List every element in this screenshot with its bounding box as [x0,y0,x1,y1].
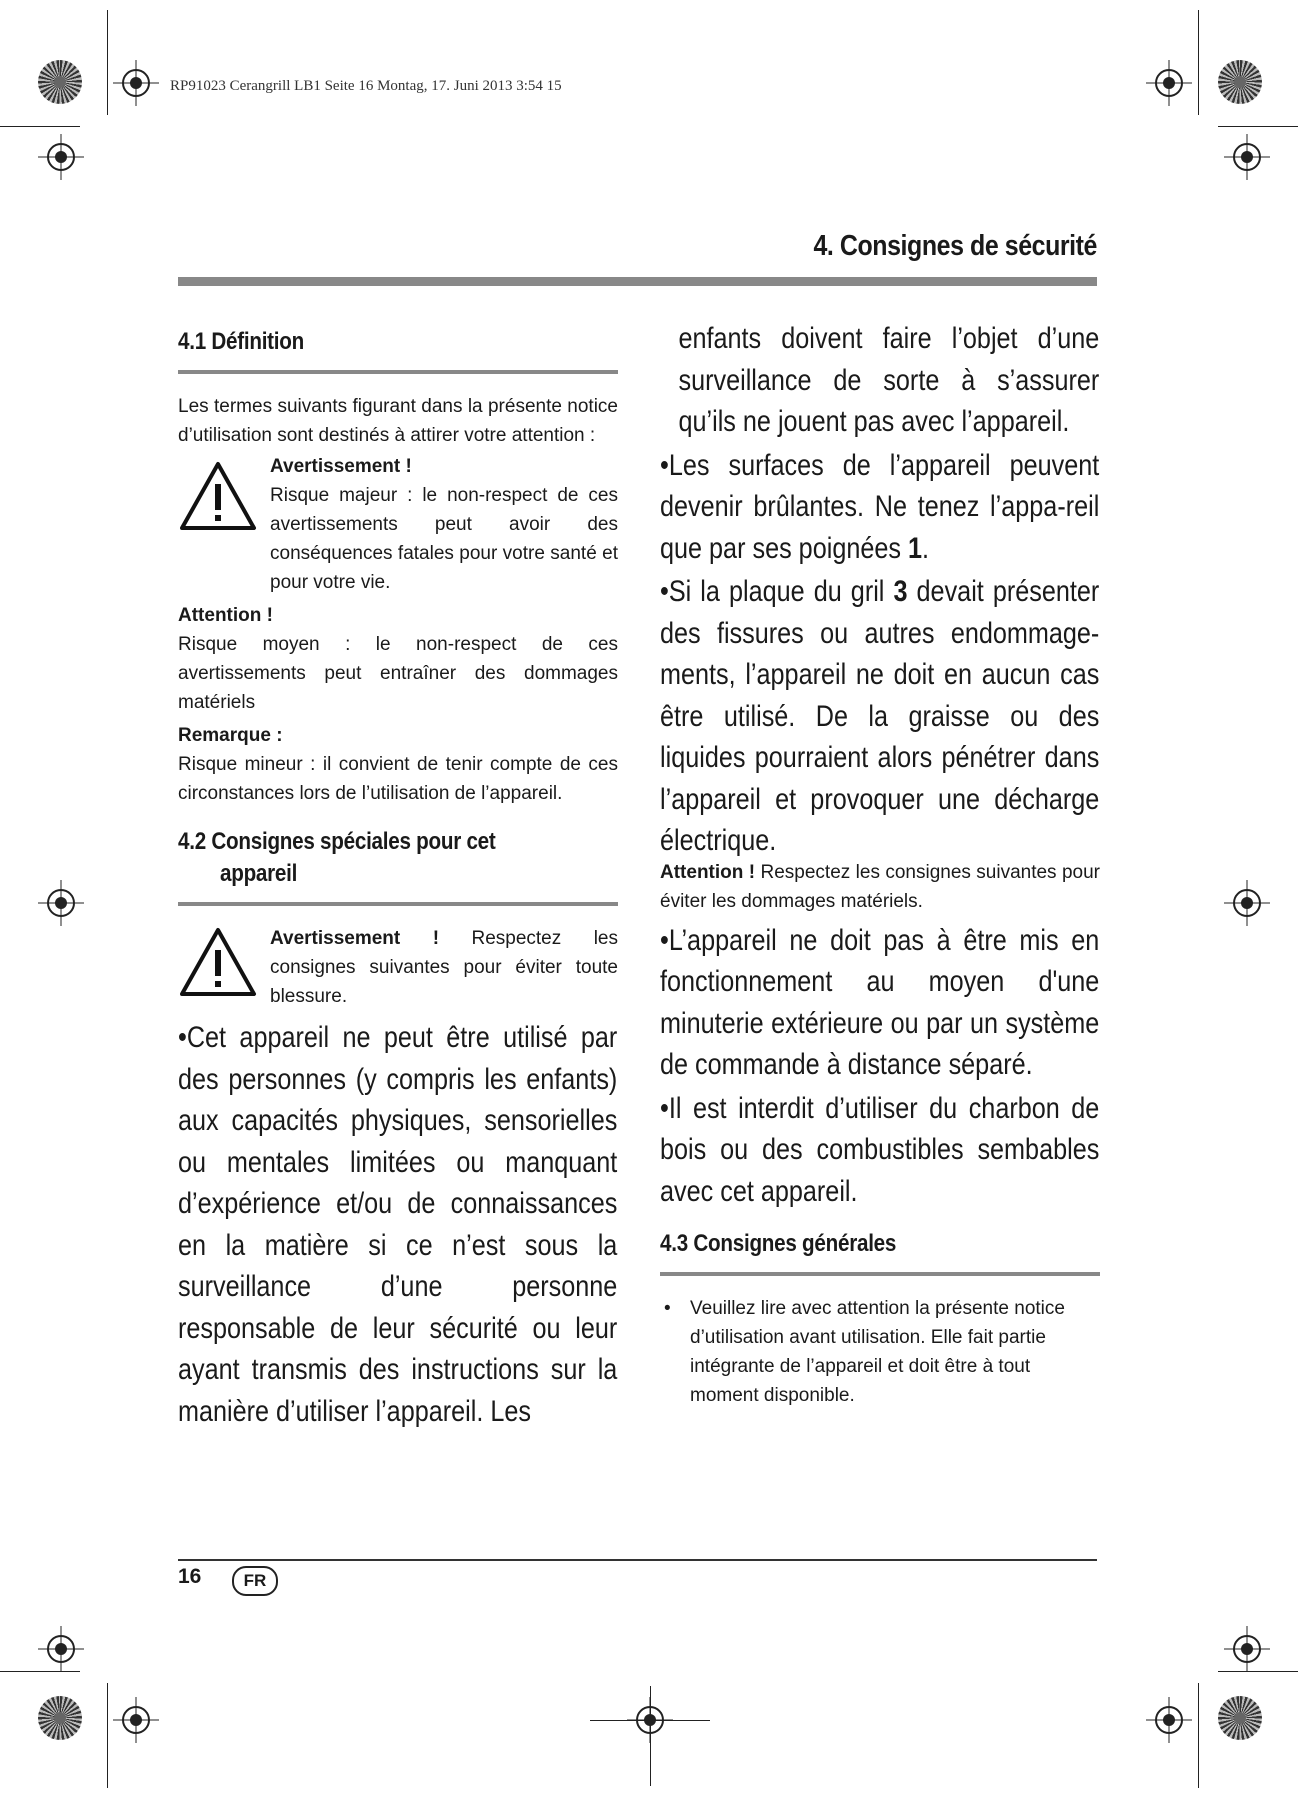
left-column [178,318,618,1432]
list-item [660,1088,1099,1213]
section-rule [178,902,618,906]
attention-label: Attention ! [178,605,273,626]
definition-intro: Les termes suivants figurant dans la présente notice d’utilisation sont destinés à attirer votre attention : [178,396,618,446]
part-reference: 3 [893,575,908,608]
color-rosette-icon [1218,60,1262,104]
attention-label: Attention ! [660,861,756,883]
bullet-icon: • [178,1021,187,1054]
bullet-icon: • [660,923,669,957]
language-badge: FR [232,1566,278,1596]
right-column [660,318,1100,1410]
crop-mark [0,126,80,127]
warning-special [178,924,618,1011]
section-heading-line: appareil [220,860,298,887]
registration-mark-icon [38,1626,84,1672]
footer-rule [178,1559,1097,1561]
warning-label: Avertissement ! [270,928,440,949]
registration-mark-icon [1146,1697,1192,1743]
bullet-continuation: enfants doivent faire l’objet d’une surveillance de sorte à s’assurer qu’ils ne jouent pas avec l’appareil. [678,322,1100,438]
crop-mark [1198,10,1199,115]
crop-mark [107,1683,108,1788]
warning-text [270,924,618,1011]
section-heading-4-3: 4.3 Consignes générales [660,1230,897,1257]
crop-mark [1198,1683,1199,1788]
attention-note [660,858,1100,916]
registration-mark-icon [1224,880,1270,926]
registration-mark-icon [38,880,84,926]
remark-label: Remarque : [178,725,283,746]
bullet-body: Cet appareil ne peut être utilisé par des personnes (y compris les enfants) aux capacités physiques, sensorielles ou mentales limitées ou manquant d’expérience et/ou de connaissances en la matière si ce n’est sous la surveillance d’une personne responsable de leur sécurité ou leur ayant transmis des instructions sur la manière d’utiliser l’appareil. Les [178,1021,618,1428]
crop-mark [650,1686,651,1786]
section-heading-line: 4.2 Consignes spéciales pour cet [178,828,496,855]
bullet-body: Il est interdit d’utiliser du charbon de bois ou des combustibles sembables avec cet appareil. [660,1091,1100,1208]
list-item [660,445,1099,570]
bullet-body: Si la plaque du gril [668,575,894,608]
warning-definition [178,452,618,597]
list-item [178,1017,618,1432]
registration-mark-icon [1224,1626,1270,1672]
list-item [660,571,1099,862]
bullet-body: devait présenter des fissures ou autres endommage-ments, l’appareil ne doit en aucun cas être utilisé. De la graisse ou des liquides pourraient alors pénétrer dans l’appareil et provoquer une décharge électrique. [660,575,1100,857]
registration-mark-icon [1224,134,1270,180]
registration-mark-icon [38,134,84,180]
warning-label: Avertissement ! [270,456,412,477]
list-item [660,1294,1100,1410]
page-title: 4. Consignes de sécurité [813,230,1097,262]
crop-mark [1218,126,1298,127]
registration-mark-icon [113,60,159,106]
bullet-body: Veuillez lire avec attention la présente notice d’utilisation avant utilisation. Elle fait partie intégrante de l’appareil et doit être à tout moment disponible. [690,1298,1065,1406]
print-slug: RP91023 Cerangrill LB1 Seite 16 Montag, 17. Juni 2013 3:54 15 [170,78,562,94]
color-rosette-icon [38,60,82,104]
title-rule [178,277,1097,286]
registration-mark-icon [113,1697,159,1743]
page-number: 16 [178,1565,202,1588]
section-heading-4-2 [178,828,618,888]
color-rosette-icon [38,1696,82,1740]
part-reference: 1 [907,531,923,565]
attention-body: Respectez les consignes suivantes pour éviter les dommages matériels. [660,861,1100,912]
section-rule [178,370,618,374]
list-item [660,920,1099,1086]
bullet-icon: • [660,1091,669,1125]
remark-text: Risque mineur : il convient de tenir compte de ces circonstances lors de l’utilisation de l’appareil. [178,754,618,804]
registration-mark-icon [1146,60,1192,106]
section-rule [660,1272,1100,1276]
crop-mark [107,10,108,115]
bullet-body: L’appareil ne doit pas à être mis en fonctionnement au moyen d'une minuterie extérieure ou par un système de commande à distance séparé. [660,923,1100,1081]
attention-text: Risque moyen : le non-respect de ces avertissements peut entraîner des dommages matériels [178,634,618,713]
color-rosette-icon [1218,1696,1262,1740]
warning-text: Risque majeur : le non-respect de ces avertissements peut avoir des conséquences fatales pour votre santé et pour votre vie. [270,485,618,593]
bullet-text [178,1017,617,1432]
bullet-body: Les surfaces de l’appareil peuvent devenir brûlantes. Ne tenez l’appa-reil que par ses poignées [660,448,1100,565]
bullet-icon: • [660,575,669,608]
warning-body: Respectez les consignes suivantes pour éviter toute blessure. [270,928,618,1007]
warning-triangle-icon [178,926,258,998]
section-heading-4-1: 4.1 Définition [178,328,304,355]
warning-triangle-icon [178,460,258,532]
bullet-end: . [922,531,930,565]
bullet-icon: • [660,448,669,482]
bullet-icon: • [664,1298,671,1319]
